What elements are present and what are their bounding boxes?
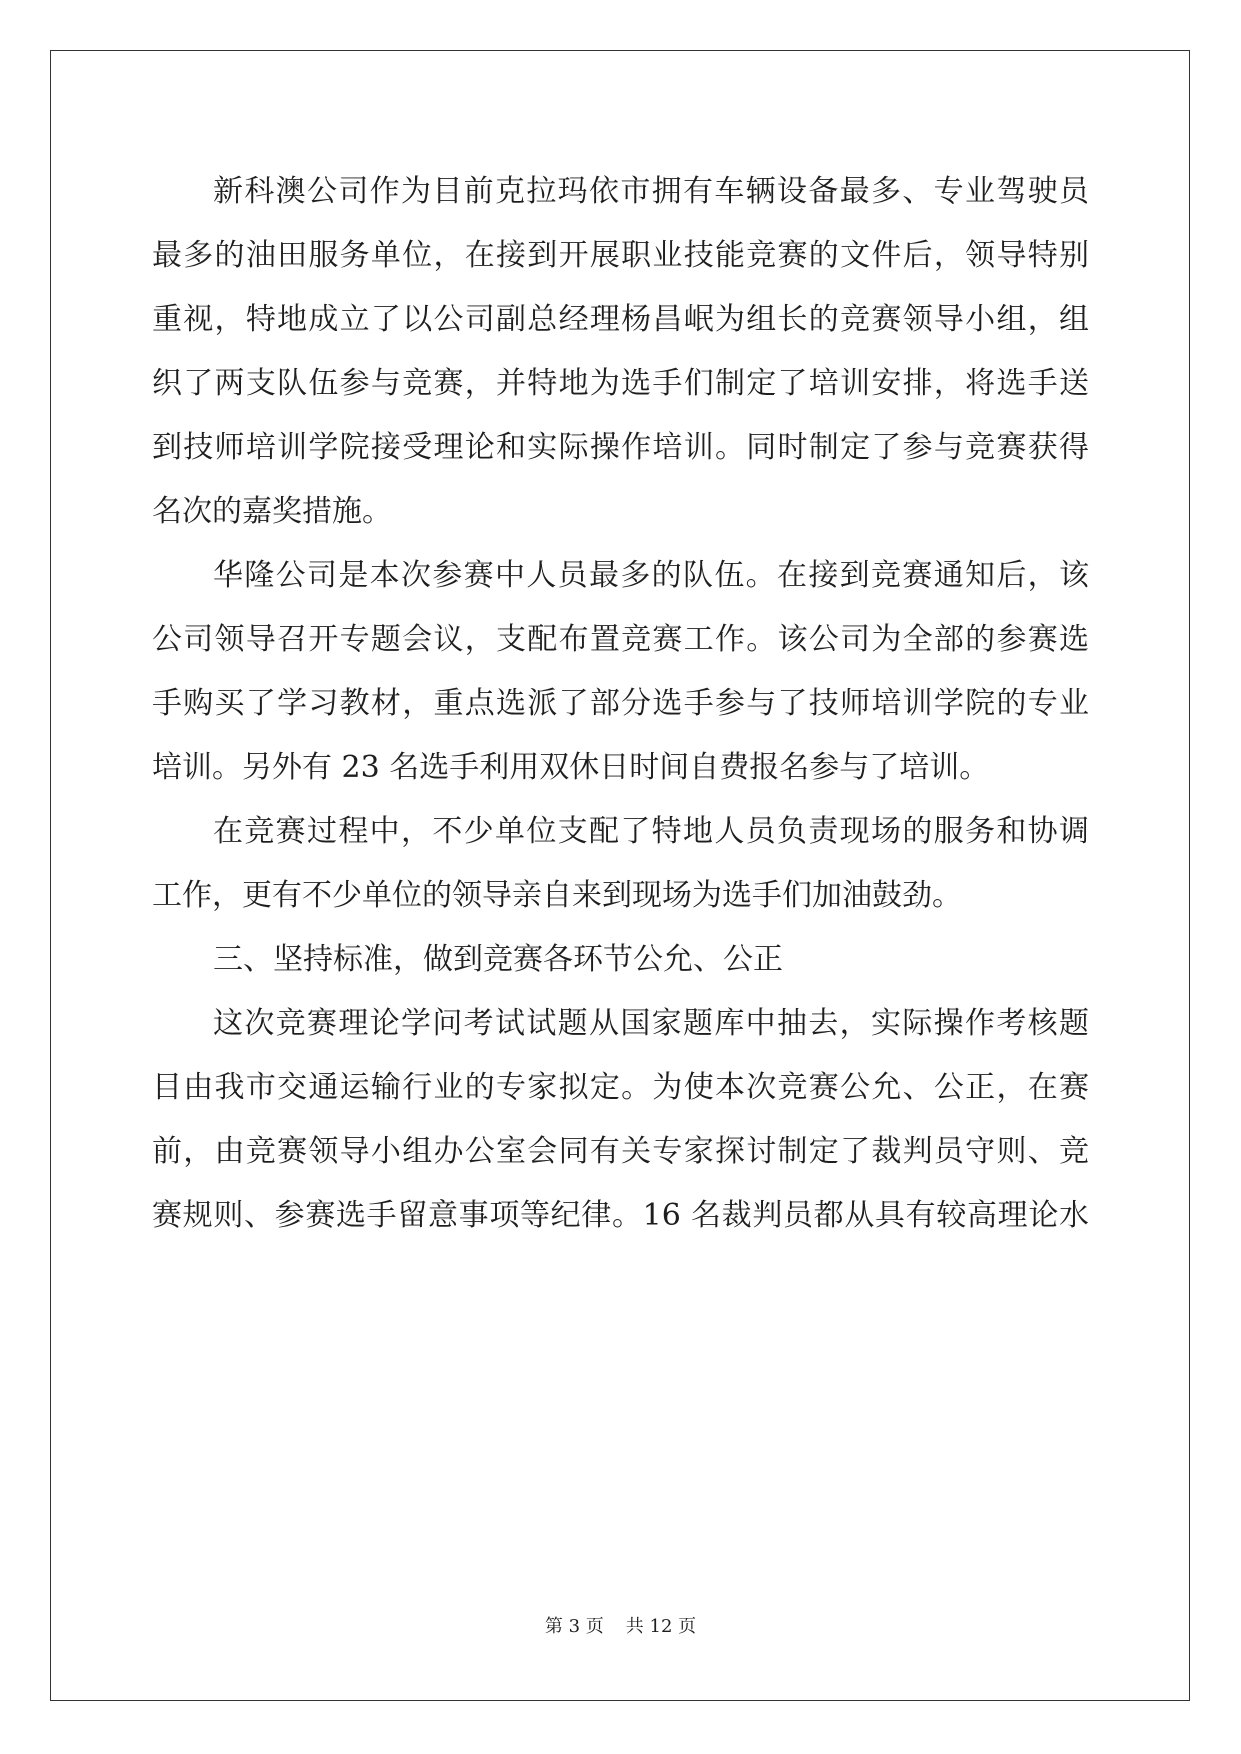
paragraph-2-line-3: 手购买了学习教材，重点选派了部分选手参与了技师培训学院的专业 <box>152 686 1089 721</box>
paragraph-4-line-2: 目由我市交通运输行业的专家拟定。为使本次竞赛公允、公正，在赛 <box>152 1070 1089 1105</box>
paragraph-4-line-3: 前，由竞赛领导小组办公室会同有关专家探讨制定了裁判员守则、竞 <box>152 1134 1089 1169</box>
paragraph-4-line-1: 这次竞赛理论学问考试试题从国家题库中抽去，实际操作考核题 <box>213 1006 1089 1041</box>
document-body <box>152 160 1089 1248</box>
paragraph-1-line-1: 新科澳公司作为目前克拉玛依市拥有车辆设备最多、专业驾驶员 <box>213 174 1089 209</box>
paragraph-3-line-2: 工作，更有不少单位的领导亲自来到现场为选手们加油鼓劲。 <box>152 878 962 913</box>
paragraph-1-line-5: 到技师培训学院接受理论和实际操作培训。同时制定了参与竞赛获得 <box>152 430 1089 465</box>
section-heading: 三、坚持标准，做到竞赛各环节公允、公正 <box>213 942 783 977</box>
paragraph-2-line-4: 培训。另外有 23 名选手利用双休日时间自费报名参与了培训。 <box>152 750 990 785</box>
paragraph-1-line-3: 重视，特地成立了以公司副总经理杨昌岷为组长的竞赛领导小组，组 <box>152 302 1089 337</box>
page-number-total: 共 12 页 <box>625 1616 697 1637</box>
paragraph-1-line-4: 织了两支队伍参与竞赛，并特地为选手们制定了培训安排，将选手送 <box>152 366 1089 401</box>
page-footer <box>0 1612 1241 1638</box>
paragraph-1-line-2: 最多的油田服务单位，在接到开展职业技能竞赛的文件后，领导特别 <box>152 238 1089 273</box>
paragraph-2-line-1: 华隆公司是本次参赛中人员最多的队伍。在接到竞赛通知后，该 <box>213 558 1089 593</box>
paragraph-1-line-6: 名次的嘉奖措施。 <box>152 494 392 529</box>
page-number-current: 第 3 页 <box>544 1616 604 1637</box>
paragraph-4-line-4: 赛规则、参赛选手留意事项等纪律。16 名裁判员都从具有较高理论水 <box>152 1198 1089 1233</box>
paragraph-2-line-2: 公司领导召开专题会议，支配布置竞赛工作。该公司为全部的参赛选 <box>152 622 1089 657</box>
paragraph-3-line-1: 在竞赛过程中，不少单位支配了特地人员负责现场的服务和协调 <box>213 814 1089 849</box>
